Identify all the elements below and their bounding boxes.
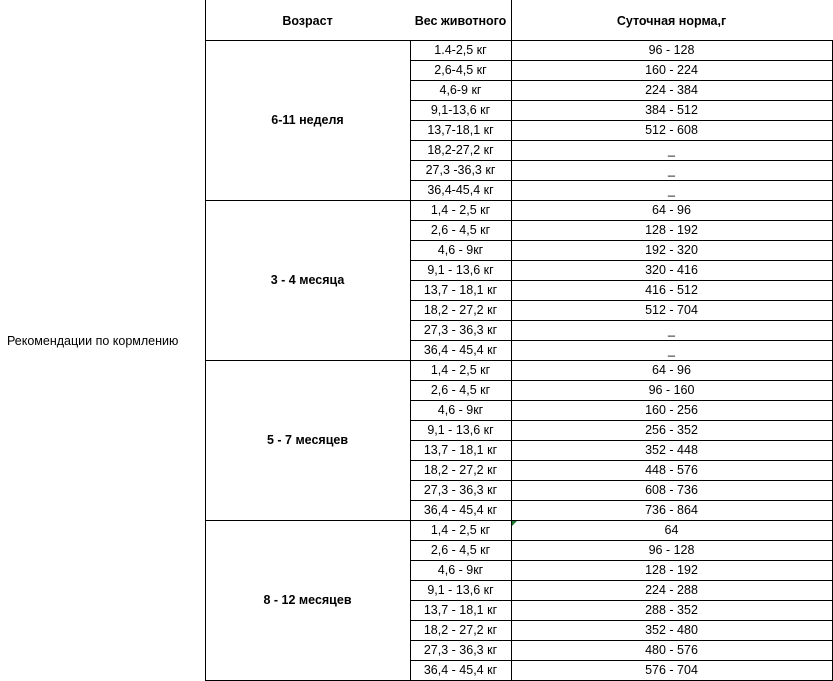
daily-norm-cell[interactable]: 96 - 128 [648,543,695,557]
row-divider [410,380,833,381]
row-divider [410,340,833,341]
row-divider [410,400,833,401]
weight-cell[interactable]: 2,6-4,5 кг [434,63,487,77]
weight-cell[interactable]: 18,2-27,2 кг [427,143,494,157]
daily-norm-cell[interactable]: 256 - 352 [645,423,698,437]
row-divider [410,560,833,561]
weight-cell[interactable]: 1,4 - 2,5 кг [430,203,491,217]
age-group-cell[interactable]: 6-11 неделя [271,113,344,127]
row-divider [410,180,833,181]
weight-cell[interactable]: 27,3 - 36,3 кг [423,323,498,337]
daily-norm-cell[interactable]: _ [668,323,675,337]
daily-norm-cell[interactable]: 160 - 256 [645,403,698,417]
row-divider [410,140,833,141]
weight-cell[interactable]: 36,4 - 45,4 кг [423,663,498,677]
age-group-cell[interactable]: 8 - 12 месяцев [263,593,352,607]
weight-cell[interactable]: 2,6 - 4,5 кг [430,383,491,397]
weight-cell[interactable]: 13,7-18,1 кг [427,123,494,137]
weight-cell[interactable]: 13,7 - 18,1 кг [423,283,498,297]
weight-cell[interactable]: 18,2 - 27,2 кг [423,463,498,477]
weight-cell[interactable]: 27,3 -36,3 кг [425,163,496,177]
daily-norm-cell[interactable]: 736 - 864 [645,503,698,517]
row-divider [410,620,833,621]
daily-norm-cell[interactable]: 608 - 736 [645,483,698,497]
weight-cell[interactable]: 27,3 - 36,3 кг [423,643,498,657]
daily-norm-cell[interactable]: 96 - 160 [648,383,695,397]
daily-norm-cell[interactable]: 352 - 480 [645,623,698,637]
daily-norm-cell[interactable]: 128 - 192 [645,223,698,237]
weight-cell[interactable]: 4,6 - 9кг [437,243,484,257]
group-divider [205,200,833,201]
age-group-cell[interactable]: 5 - 7 месяцев [266,433,349,447]
weight-cell[interactable]: 9,1-13,6 кг [430,103,491,117]
row-divider [410,600,833,601]
weight-cell[interactable]: 4,6 - 9кг [437,403,484,417]
daily-norm-cell[interactable]: 64 - 96 [652,203,691,217]
row-divider [410,120,833,121]
daily-norm-cell[interactable]: _ [668,183,675,197]
daily-norm-cell[interactable]: 512 - 608 [645,123,698,137]
column-border [410,40,411,681]
daily-norm-cell[interactable]: 64 - 96 [652,363,691,377]
row-divider [410,580,833,581]
daily-norm-cell[interactable]: 192 - 320 [645,243,698,257]
weight-cell[interactable]: 13,7 - 18,1 кг [423,443,498,457]
weight-cell[interactable]: 27,3 - 36,3 кг [423,483,498,497]
weight-cell[interactable]: 9,1 - 13,6 кг [427,263,494,277]
column-border [511,0,512,681]
row-divider [410,660,833,661]
row-divider [410,260,833,261]
row-divider [410,160,833,161]
weight-cell[interactable]: 2,6 - 4,5 кг [430,543,491,557]
daily-norm-cell[interactable]: 288 - 352 [645,603,698,617]
daily-norm-cell[interactable]: 576 - 704 [645,663,698,677]
row-divider [410,480,833,481]
column-border [205,0,206,681]
group-divider [205,360,833,361]
daily-norm-cell[interactable]: _ [668,163,675,177]
daily-norm-cell[interactable]: 320 - 416 [645,263,698,277]
row-divider [410,320,833,321]
header-age[interactable]: Возраст [282,13,333,28]
row-divider [410,460,833,461]
header-daily-norm[interactable]: Суточная норма,г [616,13,727,28]
weight-cell[interactable]: 4,6-9 кг [439,83,482,97]
weight-cell[interactable]: 1,4 - 2,5 кг [430,363,491,377]
group-divider [205,520,833,521]
daily-norm-cell[interactable]: 96 - 128 [648,43,695,57]
daily-norm-cell[interactable]: _ [668,143,675,157]
daily-norm-cell[interactable]: 160 - 224 [645,63,698,77]
daily-norm-cell[interactable]: _ [668,343,675,357]
daily-norm-cell[interactable]: 224 - 288 [645,583,698,597]
weight-cell[interactable]: 9,1 - 13,6 кг [427,583,494,597]
header-weight[interactable]: Вес животного [414,13,507,28]
daily-norm-cell[interactable]: 416 - 512 [645,283,698,297]
weight-cell[interactable]: 13,7 - 18,1 кг [423,603,498,617]
weight-cell[interactable]: 18,2 - 27,2 кг [423,623,498,637]
row-divider [410,240,833,241]
row-divider [410,300,833,301]
row-divider [410,540,833,541]
weight-cell[interactable]: 1.4-2,5 кг [434,43,487,57]
row-divider [410,440,833,441]
row-divider [410,80,833,81]
row-divider [410,640,833,641]
daily-norm-cell[interactable]: 480 - 576 [645,643,698,657]
daily-norm-cell[interactable]: 512 - 704 [645,303,698,317]
daily-norm-cell[interactable]: 448 - 576 [645,463,698,477]
weight-cell[interactable]: 36,4-45,4 кг [427,183,494,197]
daily-norm-cell[interactable]: 128 - 192 [645,563,698,577]
weight-cell[interactable]: 1,4 - 2,5 кг [430,523,491,537]
daily-norm-cell[interactable]: 352 - 448 [645,443,698,457]
weight-cell[interactable]: 4,6 - 9кг [437,563,484,577]
daily-norm-cell[interactable]: 224 - 384 [645,83,698,97]
comment-marker-icon [512,521,517,526]
feeding-recommendations-label[interactable]: Рекомендации по кормлению [7,333,179,348]
row-divider [410,60,833,61]
daily-norm-cell[interactable]: 64 [664,523,679,537]
row-divider [410,500,833,501]
weight-cell[interactable]: 36,4 - 45,4 кг [423,503,498,517]
row-divider [410,420,833,421]
weight-cell[interactable]: 18,2 - 27,2 кг [423,303,498,317]
daily-norm-cell[interactable]: 384 - 512 [645,103,698,117]
row-divider [410,280,833,281]
weight-cell[interactable]: 9,1 - 13,6 кг [427,423,494,437]
group-divider [205,40,833,41]
weight-cell[interactable]: 36,4 - 45,4 кг [423,343,498,357]
age-group-cell[interactable]: 3 - 4 месяца [270,273,345,287]
row-divider [410,100,833,101]
row-divider [410,220,833,221]
weight-cell[interactable]: 2,6 - 4,5 кг [430,223,491,237]
